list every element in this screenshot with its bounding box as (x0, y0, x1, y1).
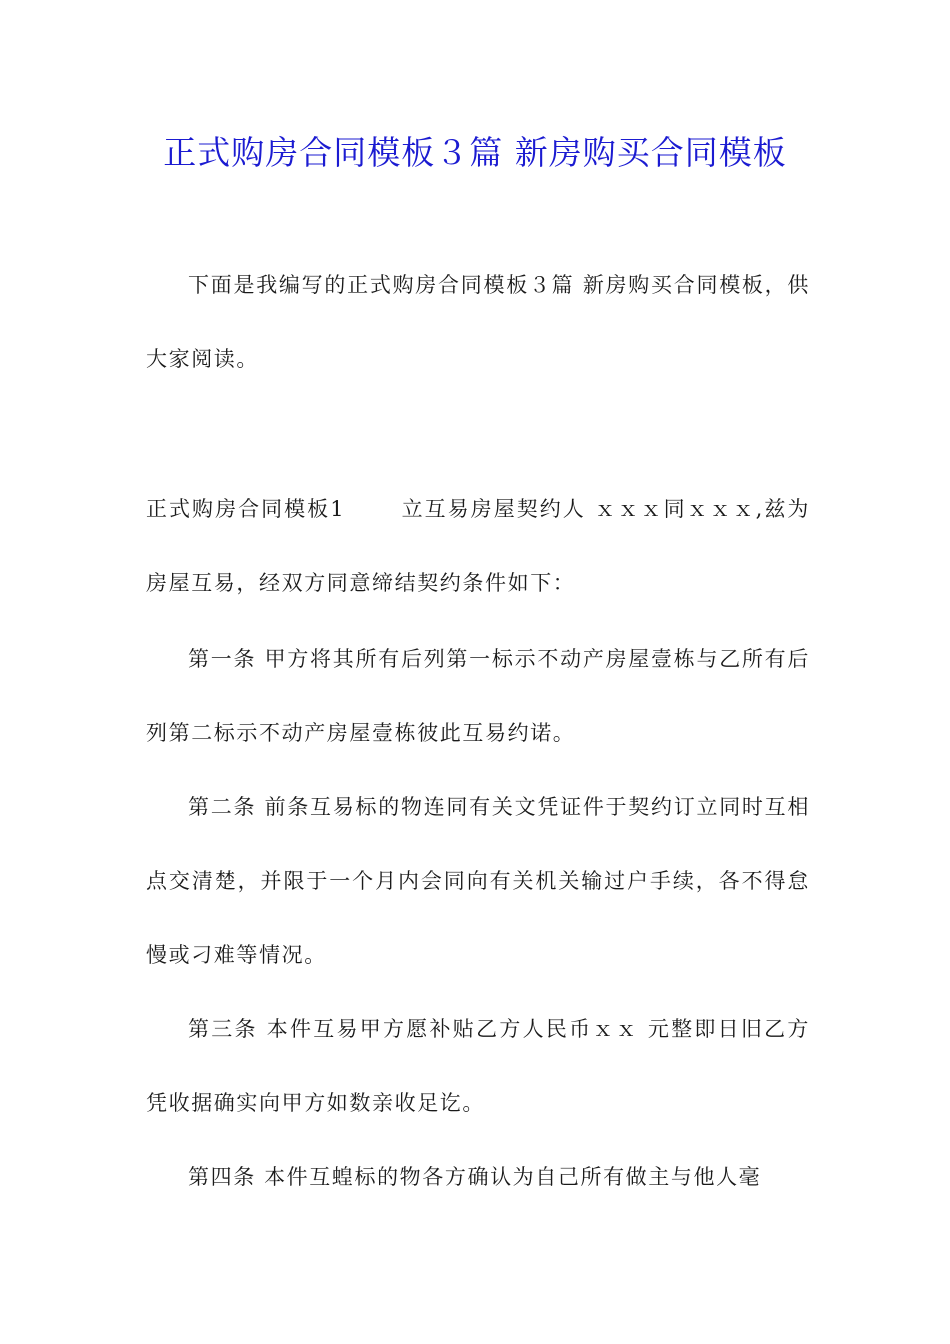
template-heading: 正式购房合同模板1 (146, 497, 346, 521)
article-paragraph-2: 第二条 前条互易标的物连同有关文凭证件于契约订立同时互相点交清楚，并限于一个月内会同向有关机关输过户手续，各不得怠慢或刁难等情况。 (146, 795, 810, 967)
article-paragraph-3: 第三条 本件互易甲方愿补贴乙方人民币ｘｘ 元整即日旧乙方凭收据确实向甲方如数亲收足讫。 (146, 1017, 810, 1115)
document-title: 正式购房合同模板３篇 新房购买合同模板 (163, 133, 787, 172)
opening-clause: 立互易房屋契约人 ｘｘｘ同ｘｘｘ,兹为房屋互易，经双方同意缔结契约条件如下： (146, 497, 811, 595)
template-opening-paragraph (146, 472, 810, 620)
article-paragraph-1: 第一条 甲方将其所有后列第一标示不动产房屋壹栋与乙所有后列第二标示不动产房屋壹栋彼此互易约诺。 (146, 647, 810, 745)
intro-paragraph: 下面是我编写的正式购房合同模板３篇 新房购买合同模板，供大家阅读。 (146, 273, 810, 371)
article-paragraph-4: 第四条 本件互蝗标的物各方确认为自己所有做主与他人毫 (188, 1165, 762, 1189)
